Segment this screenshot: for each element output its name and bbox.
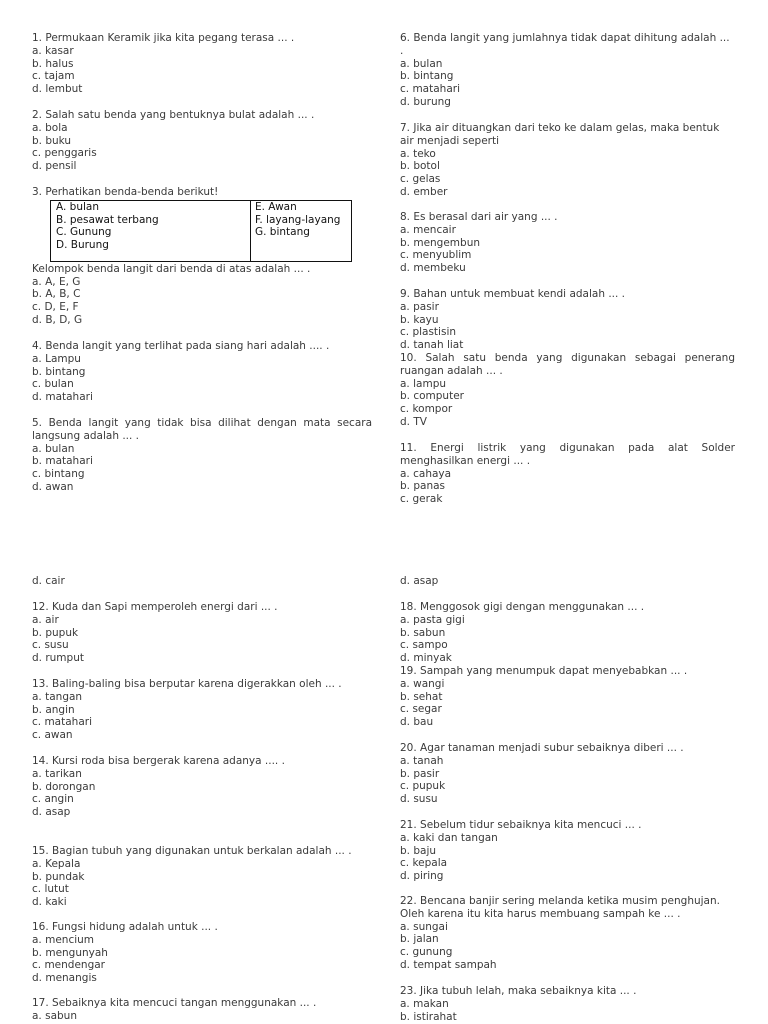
option: b. mengunyah	[32, 946, 108, 959]
question-text: 5. Benda langit yang tidak bisa dilihat dengan mata secara langsung adalah ... .	[32, 417, 372, 442]
question-text: 14. Kursi roda bisa bergerak karena adanya .... .	[32, 755, 285, 767]
option: b. pupuk	[32, 626, 79, 639]
question-13	[32, 678, 372, 742]
option: a. bulan	[400, 57, 443, 70]
question-text: 10. Salah satu benda yang digunakan sebagai penerang ruangan adalah ... .	[400, 352, 735, 377]
option: a. kaki dan tangan	[400, 831, 498, 844]
option: b. bintang	[32, 365, 86, 378]
option: b. angin	[32, 703, 75, 716]
question-text: 4. Benda langit yang terlihat pada siang hari adalah .... .	[32, 340, 330, 352]
option: d. asap	[32, 806, 71, 819]
question-8	[400, 211, 735, 275]
option: b. buku	[32, 134, 72, 147]
option: d. susu	[400, 793, 438, 806]
question-20	[400, 742, 735, 806]
option: c. matahari	[32, 716, 92, 729]
option: c. bintang	[32, 468, 85, 481]
object-list-table	[50, 200, 352, 262]
table-item: F. layang-layang	[255, 213, 341, 226]
carryover-option	[400, 575, 735, 588]
option: d. rumput	[32, 652, 84, 665]
question-text: 9. Bahan untuk membuat kendi adalah ... .	[400, 288, 626, 300]
question-text: 21. Sebelum tidur sebaiknya kita mencuci ... .	[400, 819, 642, 831]
question-4	[32, 340, 372, 404]
question-23	[400, 985, 735, 1023]
question-9	[400, 288, 735, 352]
option: b. panas	[400, 480, 445, 493]
option: a. makan	[400, 997, 449, 1010]
option: d. TV	[400, 415, 427, 428]
option: c. gelas	[400, 173, 441, 186]
option: a. tangan	[32, 690, 83, 703]
option: d. lembut	[32, 83, 83, 96]
option: b. mengembun	[400, 236, 481, 249]
option: d. minyak	[400, 652, 452, 665]
option: b. sehat	[400, 690, 443, 703]
question-11	[400, 442, 735, 506]
option: b. halus	[32, 57, 74, 70]
table-divider	[250, 201, 251, 261]
option: c. gunung	[400, 946, 453, 959]
option: a. sabun	[32, 1009, 77, 1022]
question-text: 13. Baling-baling bisa berputar karena digerakkan oleh ... .	[32, 678, 342, 690]
option: c. plastisin	[400, 326, 457, 339]
option: c. tajam	[32, 70, 75, 83]
question-text: 15. Bagian tubuh yang digunakan untuk berkalan adalah ... .	[32, 845, 352, 857]
question-text: 23. Jika tubuh lelah, maka sebaiknya kita ... .	[400, 985, 637, 997]
question-text: 16. Fungsi hidung adalah untuk ... .	[32, 921, 218, 933]
option: d. ember	[400, 185, 448, 198]
option: c. bulan	[32, 378, 74, 391]
option: b. sabun	[400, 626, 446, 639]
question-3	[32, 186, 372, 327]
question-19	[400, 665, 735, 729]
question-14	[32, 755, 372, 819]
option: d. piring	[400, 870, 444, 883]
option: a. air	[32, 613, 59, 626]
question-text: 11. Energi listrik yang digunakan pada alat Solder menghasilkan energi ... .	[400, 442, 735, 467]
question-text: 6. Benda langit yang jumlahnya tidak dapat dihitung adalah ... .	[400, 32, 730, 57]
option: b. jalan	[400, 933, 439, 946]
question-15	[32, 845, 372, 909]
table-item: B. pesawat terbang	[56, 213, 159, 226]
question-text: 3. Perhatikan benda-benda berikut!	[32, 186, 219, 198]
option: b. pasir	[400, 767, 440, 780]
option: a. A, E, G	[32, 275, 81, 288]
question-5	[32, 417, 372, 494]
option: c. penggaris	[32, 147, 97, 160]
option: d. tanah liat	[400, 339, 464, 352]
option: d. tempat sampah	[400, 958, 497, 971]
option: d. menangis	[32, 972, 97, 985]
option: a. wangi	[400, 677, 445, 690]
option: c. kepala	[400, 857, 448, 870]
option: b. istirahat	[400, 1010, 457, 1023]
option: c. angin	[32, 793, 74, 806]
option: c. D, E, F	[32, 301, 79, 314]
table-item: E. Awan	[255, 200, 297, 213]
question-text: 22. Bencana banjir sering melanda ketika musim penghujan. Oleh karena itu kita harus membuang sampah ke ... .	[400, 895, 720, 920]
option: a. cahaya	[400, 467, 452, 480]
option: c. matahari	[400, 83, 460, 96]
option: a. kasar	[32, 44, 74, 57]
question-12	[32, 601, 372, 665]
page-2-right-column	[400, 575, 735, 1024]
question-1	[32, 32, 372, 96]
option: d. kaki	[32, 896, 67, 909]
option: d. matahari	[32, 391, 93, 404]
question-text: 2. Salah satu benda yang bentuknya bulat adalah ... .	[32, 109, 315, 121]
option: a. lampu	[400, 377, 447, 390]
option: c. susu	[32, 639, 69, 652]
page-2-left-column	[32, 575, 372, 1024]
option: b. pundak	[32, 870, 85, 883]
option: c. segar	[400, 703, 442, 716]
option: a. pasta gigi	[400, 613, 465, 626]
option: b. kayu	[400, 313, 439, 326]
option: a. Kepala	[32, 857, 81, 870]
question-text: 19. Sampah yang menumpuk dapat menyebabkan ... .	[400, 665, 688, 677]
option: d. B, D, G	[32, 313, 83, 326]
option: a. pasir	[400, 300, 439, 313]
option: a. tanah	[400, 754, 444, 767]
option: c. kompor	[400, 403, 453, 416]
table-item: D. Burung	[56, 239, 109, 252]
question-text: 7. Jika air dituangkan dari teko ke dalam gelas, maka bentuk air menjadi seperti	[400, 122, 720, 147]
question-22	[400, 895, 735, 972]
option: b. botol	[400, 160, 440, 173]
table-item: A. bulan	[56, 200, 99, 213]
option: c. mendengar	[32, 959, 105, 972]
option: b. dorongan	[32, 780, 96, 793]
page-1-right-column	[400, 32, 735, 507]
question-6	[400, 32, 735, 109]
option: a. bola	[32, 121, 68, 134]
option: d. bau	[400, 716, 434, 729]
option: b. computer	[400, 390, 464, 403]
question-18	[400, 601, 735, 665]
question-2	[32, 109, 372, 173]
option: b. A, B, C	[32, 288, 81, 301]
option: a. teko	[400, 147, 436, 160]
option: a. mencair	[400, 223, 456, 236]
table-item: G. bintang	[255, 226, 310, 239]
option: a. mencium	[32, 933, 95, 946]
option: c. gerak	[400, 493, 443, 506]
question-text: 12. Kuda dan Sapi memperoleh energi dari ... .	[32, 601, 278, 613]
table-item: C. Gunung	[56, 226, 112, 239]
option: d. asap	[400, 575, 439, 587]
option: d. cair	[32, 575, 65, 587]
table-right-cell	[255, 201, 340, 239]
question-followup: Kelompok benda langit dari benda di atas adalah ... .	[32, 262, 311, 275]
page-1-left-column	[32, 32, 372, 502]
option: c. lutut	[32, 883, 69, 896]
question-text: 8. Es berasal dari air yang ... .	[400, 211, 558, 223]
option: d. pensil	[32, 160, 77, 173]
option: c. awan	[32, 729, 73, 742]
question-text: 20. Agar tanaman menjadi subur sebaiknya diberi ... .	[400, 742, 684, 754]
question-10	[400, 352, 735, 429]
question-7	[400, 122, 735, 199]
option: d. burung	[400, 95, 451, 108]
option: b. bintang	[400, 70, 454, 83]
question-text: 1. Permukaan Keramik jika kita pegang terasa ... .	[32, 32, 295, 44]
option: d. awan	[32, 480, 74, 493]
option: a. tarikan	[32, 767, 82, 780]
option: c. menyublim	[400, 249, 472, 262]
question-text: 17. Sebaiknya kita mencuci tangan menggunakan ... .	[32, 997, 317, 1009]
question-text: 18. Menggosok gigi dengan menggunakan ... .	[400, 601, 645, 613]
question-16	[32, 921, 372, 985]
table-left-cell	[56, 201, 159, 252]
option: a. bulan	[32, 442, 75, 455]
option: a. Lampu	[32, 352, 81, 365]
question-17	[32, 997, 372, 1023]
question-21	[400, 819, 735, 883]
option: b. baju	[400, 844, 437, 857]
option: c. sampo	[400, 639, 448, 652]
carryover-option	[32, 575, 372, 588]
option: d. membeku	[400, 262, 466, 275]
option: c. pupuk	[400, 780, 446, 793]
option: b. matahari	[32, 455, 93, 468]
option: a. sungai	[400, 920, 448, 933]
